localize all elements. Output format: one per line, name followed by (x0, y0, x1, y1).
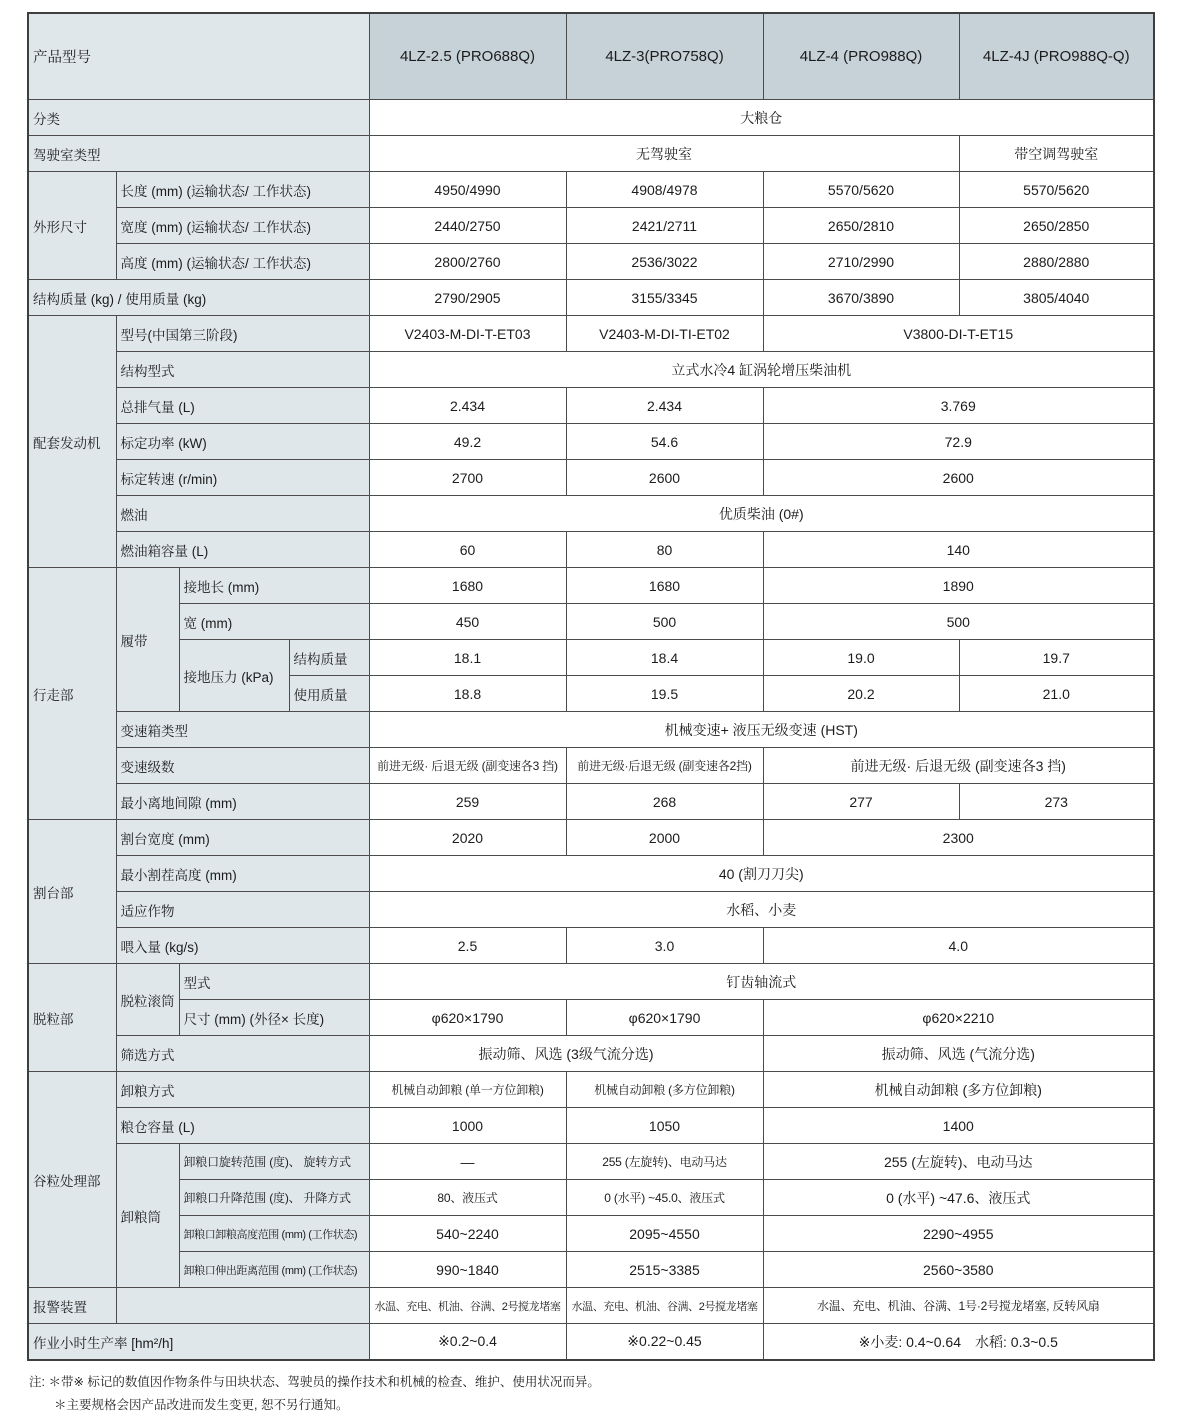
spec-value: 255 (左旋转)、电动马达 (566, 1144, 763, 1180)
spec-value: 1000 (369, 1108, 566, 1144)
spec-value: V3800-DI-T-ET15 (763, 316, 1154, 352)
spec-value: 2600 (763, 460, 1154, 496)
spec-row-label: 标定转速 (r/min) (116, 460, 369, 496)
footnotes (29, 1371, 1180, 1417)
spec-row-label: 喂入量 (kg/s) (116, 928, 369, 964)
spec-row-label: 卸粮口升降范围 (度)、 升降方式 (179, 1180, 369, 1216)
spec-row-label: 变速箱类型 (116, 712, 369, 748)
spec-row-label: 卸粮方式 (116, 1072, 369, 1108)
spec-value: 2.434 (369, 388, 566, 424)
spec-row-label: 卸粮筒 (116, 1144, 179, 1288)
spec-value: 990~1840 (369, 1252, 566, 1288)
table-row (28, 1108, 1154, 1144)
table-row (28, 244, 1154, 280)
spec-value: 18.1 (369, 640, 566, 676)
spec-value: 0 (水平) ~47.6、液压式 (763, 1180, 1154, 1216)
spec-value: φ620×1790 (566, 1000, 763, 1036)
spec-table (27, 12, 1155, 1361)
spec-value: 19.7 (959, 640, 1154, 676)
spec-row-label: 作业小时生产率 [hm²/h] (28, 1324, 369, 1361)
spec-value: 大粮仓 (369, 100, 1154, 136)
spec-value: — (369, 1144, 566, 1180)
spec-value: 钉齿轴流式 (369, 964, 1154, 1000)
table-row (28, 1180, 1154, 1216)
spec-value: 1680 (369, 568, 566, 604)
spec-value: 2515~3385 (566, 1252, 763, 1288)
spec-value: 2020 (369, 820, 566, 856)
table-row (28, 604, 1154, 640)
spec-value: 5570/5620 (959, 172, 1154, 208)
spec-value: 水温、充电、机油、谷满、2号搅龙堵塞 (369, 1288, 566, 1324)
spec-value: 450 (369, 604, 566, 640)
spec-table-body (28, 13, 1154, 1360)
spec-value: 80、液压式 (369, 1180, 566, 1216)
col-header-product-model: 产品型号 (28, 13, 369, 100)
spec-value: 机械自动卸粮 (多方位卸粮) (566, 1072, 763, 1108)
spec-value: 2095~4550 (566, 1216, 763, 1252)
spec-row-label: 接地压力 (kPa) (179, 640, 289, 712)
spec-row-label: 履带 (116, 568, 179, 712)
spec-value: 水温、充电、机油、谷满、2号搅龙堵塞 (566, 1288, 763, 1324)
footnote-line-1: 注: ＊带※ 标记的数值因作物条件与田块状态、驾驶员的操作技术和机械的检查、维护、使用状况而异。 (29, 1375, 600, 1389)
spec-value: 水稻、小麦 (369, 892, 1154, 928)
spec-row-label: 卸粮口卸粮高度范围 (mm) (工作状态) (179, 1216, 369, 1252)
spec-value: 4950/4990 (369, 172, 566, 208)
spec-group-label: 脱粒部 (28, 964, 116, 1072)
spec-group-label: 配套发动机 (28, 316, 116, 568)
spec-value: 2440/2750 (369, 208, 566, 244)
table-row (28, 748, 1154, 784)
table-row (28, 100, 1154, 136)
spec-value: V2403-M-DI-T-ET03 (369, 316, 566, 352)
spec-value: 振动筛、风选 (3级气流分选) (369, 1036, 763, 1072)
table-row (28, 1252, 1154, 1288)
spec-value: 3155/3345 (566, 280, 763, 316)
spec-value: 带空调驾驶室 (959, 136, 1154, 172)
model-column-header: 4LZ-4 (PRO988Q) (763, 13, 959, 100)
spec-value: 3670/3890 (763, 280, 959, 316)
spec-value: 2880/2880 (959, 244, 1154, 280)
spec-value: ※小麦: 0.4~0.64 水稻: 0.3~0.5 (763, 1324, 1154, 1361)
table-row (28, 640, 1154, 676)
spec-group-label: 报警装置 (28, 1288, 116, 1324)
table-row (28, 784, 1154, 820)
spec-row-label: 使用质量 (289, 676, 369, 712)
spec-value: 2421/2711 (566, 208, 763, 244)
spec-row-label: 驾驶室类型 (28, 136, 369, 172)
spec-value: 54.6 (566, 424, 763, 460)
spec-row-label: 分类 (28, 100, 369, 136)
spec-value: 500 (566, 604, 763, 640)
table-row (28, 280, 1154, 316)
table-row (28, 928, 1154, 964)
spec-value: 19.5 (566, 676, 763, 712)
spec-row-label: 宽度 (mm) (运输状态/ 工作状态) (116, 208, 369, 244)
spec-value: 4.0 (763, 928, 1154, 964)
spec-value: 273 (959, 784, 1154, 820)
spec-row-label: 结构型式 (116, 352, 369, 388)
spec-value: 277 (763, 784, 959, 820)
spec-value: 0 (水平) ~45.0、液压式 (566, 1180, 763, 1216)
spec-value: 1680 (566, 568, 763, 604)
spec-row-label: 脱粒滚筒 (116, 964, 179, 1036)
spec-row-label: 宽 (mm) (179, 604, 369, 640)
table-row (28, 532, 1154, 568)
spec-row-label: 总排气量 (L) (116, 388, 369, 424)
spec-value: φ620×2210 (763, 1000, 1154, 1036)
spec-row-label: 型式 (179, 964, 369, 1000)
spec-value: 1890 (763, 568, 1154, 604)
spec-value: 2290~4955 (763, 1216, 1154, 1252)
spec-value: 40 (割刀刀尖) (369, 856, 1154, 892)
table-row (28, 892, 1154, 928)
spec-row-label (116, 1288, 369, 1324)
spec-group-label: 割台部 (28, 820, 116, 964)
spec-row-label: 变速级数 (116, 748, 369, 784)
spec-row-label: 最小割茬高度 (mm) (116, 856, 369, 892)
model-column-header: 4LZ-3(PRO758Q) (566, 13, 763, 100)
spec-value: ※0.22~0.45 (566, 1324, 763, 1361)
spec-value: 259 (369, 784, 566, 820)
spec-value: φ620×1790 (369, 1000, 566, 1036)
table-row (28, 1000, 1154, 1036)
table-row (28, 820, 1154, 856)
spec-row-label: 结构质量 (289, 640, 369, 676)
spec-value: 前进无级· 后退无级 (副变速各3 挡) (369, 748, 566, 784)
spec-row-label: 割台宽度 (mm) (116, 820, 369, 856)
spec-value: 前进无级· 后退无级 (副变速各3 挡) (763, 748, 1154, 784)
spec-row-label: 接地长 (mm) (179, 568, 369, 604)
spec-value: 2710/2990 (763, 244, 959, 280)
spec-row-label: 卸粮口伸出距离范围 (mm) (工作状态) (179, 1252, 369, 1288)
spec-value: 水温、充电、机油、谷满、1号·2号搅龙堵塞, 反转风扇 (763, 1288, 1154, 1324)
table-row (28, 316, 1154, 352)
spec-value: 80 (566, 532, 763, 568)
spec-row-label: 燃油箱容量 (L) (116, 532, 369, 568)
spec-group-label: 谷粒处理部 (28, 1072, 116, 1288)
spec-row-label: 尺寸 (mm) (外径× 长度) (179, 1000, 369, 1036)
table-row (28, 964, 1154, 1000)
spec-row-label: 结构质量 (kg) / 使用质量 (kg) (28, 280, 369, 316)
table-row (28, 352, 1154, 388)
spec-value: 72.9 (763, 424, 1154, 460)
spec-row-label: 筛选方式 (116, 1036, 369, 1072)
spec-value: 4908/4978 (566, 172, 763, 208)
table-row (28, 856, 1154, 892)
table-row (28, 1072, 1154, 1108)
spec-value: V2403-M-DI-TI-ET02 (566, 316, 763, 352)
table-row (28, 496, 1154, 532)
spec-row-label: 标定功率 (kW) (116, 424, 369, 460)
spec-value: 2300 (763, 820, 1154, 856)
table-row (28, 136, 1154, 172)
table-row (28, 172, 1154, 208)
spec-value: 18.8 (369, 676, 566, 712)
spec-value: 20.2 (763, 676, 959, 712)
spec-value: 5570/5620 (763, 172, 959, 208)
spec-value: 机械变速+ 液压无级变速 (HST) (369, 712, 1154, 748)
table-row (28, 1036, 1154, 1072)
spec-value: 3.0 (566, 928, 763, 964)
spec-value: 540~2240 (369, 1216, 566, 1252)
spec-value: 振动筛、风选 (气流分选) (763, 1036, 1154, 1072)
spec-row-label: 长度 (mm) (运输状态/ 工作状态) (116, 172, 369, 208)
table-row (28, 1216, 1154, 1252)
spec-row-label: 最小离地间隙 (mm) (116, 784, 369, 820)
spec-value: 60 (369, 532, 566, 568)
spec-value: 2790/2905 (369, 280, 566, 316)
spec-group-label: 行走部 (28, 568, 116, 820)
spec-value: 2.434 (566, 388, 763, 424)
spec-value: 140 (763, 532, 1154, 568)
spec-value: 2700 (369, 460, 566, 496)
spec-value: 500 (763, 604, 1154, 640)
table-row (28, 460, 1154, 496)
spec-value: 3805/4040 (959, 280, 1154, 316)
spec-value: 19.0 (763, 640, 959, 676)
spec-row-label: 高度 (mm) (运输状态/ 工作状态) (116, 244, 369, 280)
table-header-row (28, 13, 1154, 100)
spec-value: 2.5 (369, 928, 566, 964)
spec-row-label: 粮仓容量 (L) (116, 1108, 369, 1144)
model-column-header: 4LZ-2.5 (PRO688Q) (369, 13, 566, 100)
table-row (28, 388, 1154, 424)
spec-value: 优质柴油 (0#) (369, 496, 1154, 532)
spec-row-label: 型号(中国第三阶段) (116, 316, 369, 352)
spec-row-label: 燃油 (116, 496, 369, 532)
spec-value: 1400 (763, 1108, 1154, 1144)
table-row (28, 568, 1154, 604)
spec-value: 3.769 (763, 388, 1154, 424)
spec-value: 2600 (566, 460, 763, 496)
spec-value: 2650/2810 (763, 208, 959, 244)
spec-value: 1050 (566, 1108, 763, 1144)
model-column-header: 4LZ-4J (PRO988Q-Q) (959, 13, 1154, 100)
spec-value: 49.2 (369, 424, 566, 460)
spec-value: 2536/3022 (566, 244, 763, 280)
spec-value: 21.0 (959, 676, 1154, 712)
spec-value: 255 (左旋转)、电动马达 (763, 1144, 1154, 1180)
spec-group-label: 外形尺寸 (28, 172, 116, 280)
spec-row-label: 卸粮口旋转范围 (度)、 旋转方式 (179, 1144, 369, 1180)
table-row (28, 712, 1154, 748)
table-row (28, 424, 1154, 460)
table-row (28, 1324, 1154, 1361)
table-row (28, 208, 1154, 244)
spec-value: 机械自动卸粮 (单一方位卸粮) (369, 1072, 566, 1108)
spec-value: 18.4 (566, 640, 763, 676)
spec-value: 2650/2850 (959, 208, 1154, 244)
spec-value: 前进无级·后退无级 (副变速各2挡) (566, 748, 763, 784)
spec-row-label: 适应作物 (116, 892, 369, 928)
spec-value: 268 (566, 784, 763, 820)
spec-value: 2000 (566, 820, 763, 856)
footnote-line-2: ＊主要规格会因产品改进而发生变更, 恕不另行通知。 (54, 1398, 349, 1413)
spec-value: 2800/2760 (369, 244, 566, 280)
spec-value: 无驾驶室 (369, 136, 959, 172)
spec-value: 2560~3580 (763, 1252, 1154, 1288)
table-row (28, 1288, 1154, 1324)
spec-value: 立式水冷4 缸涡轮增压柴油机 (369, 352, 1154, 388)
spec-value: ※0.2~0.4 (369, 1324, 566, 1361)
table-row (28, 1144, 1154, 1180)
spec-value: 机械自动卸粮 (多方位卸粮) (763, 1072, 1154, 1108)
